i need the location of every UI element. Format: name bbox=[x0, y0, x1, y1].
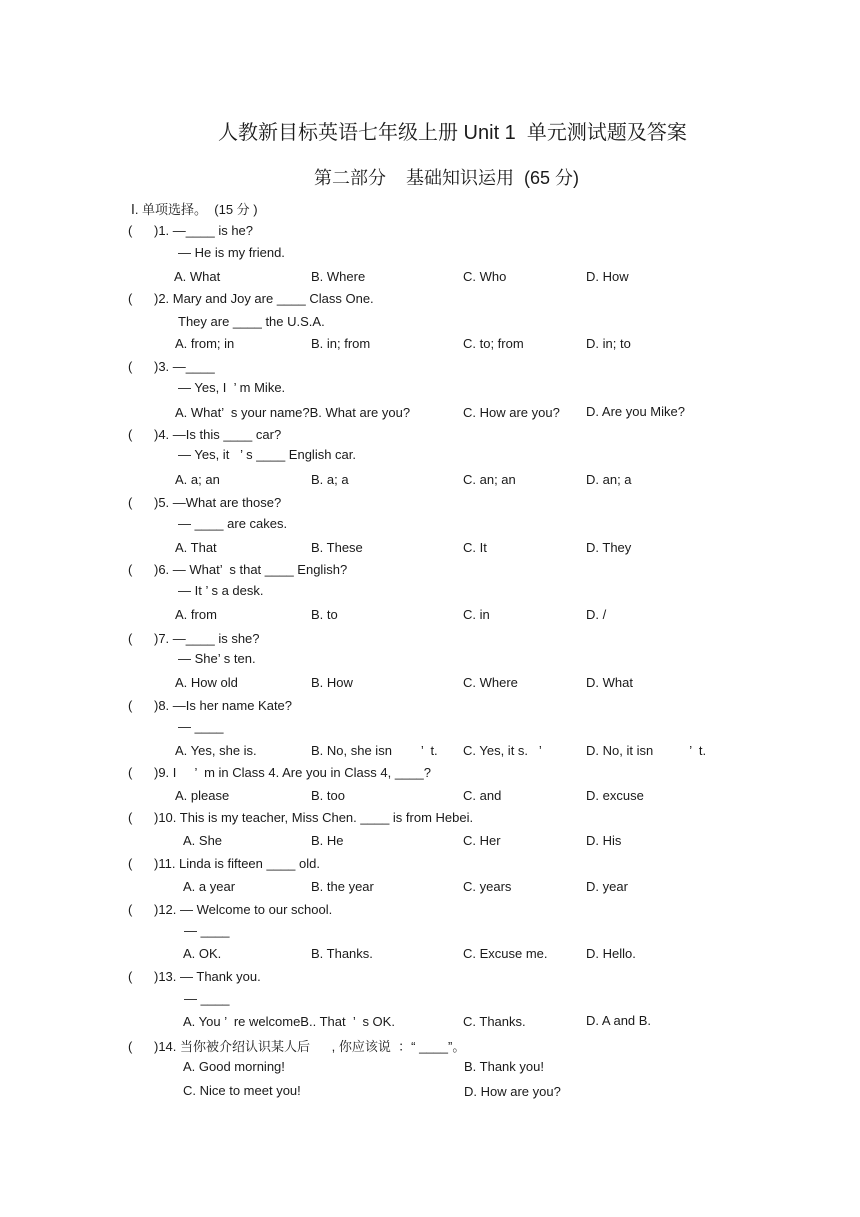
option-d: D. They bbox=[586, 540, 632, 555]
option-a: A. please bbox=[175, 788, 230, 803]
option-b: B. to bbox=[311, 607, 338, 622]
option-d: D. A and B. bbox=[586, 1013, 652, 1028]
option-b: B. the year bbox=[311, 879, 374, 894]
option-d: D. No, it isn ’ t. bbox=[586, 743, 707, 758]
option-b: B. Thank you! bbox=[464, 1059, 544, 1074]
option-a: A. a; an bbox=[175, 472, 220, 487]
option-a: A. How old bbox=[175, 675, 238, 690]
question-stem: ( )10. This is my teacher, Miss Chen. ____ is from Hebei. bbox=[128, 810, 474, 825]
option-a: A. Yes, she is. bbox=[175, 743, 257, 758]
option-b: B. a; a bbox=[311, 472, 349, 487]
option-b: B. too bbox=[311, 788, 345, 803]
part-heading: 第二部分 基础知识运用 (65 分) bbox=[314, 168, 580, 188]
option-c: C. Yes, it s. ’ bbox=[463, 743, 542, 758]
question-stem: ( )1. —____ is he? bbox=[128, 223, 254, 238]
option-b: B. Thanks. bbox=[311, 946, 373, 961]
option-d: D. in; to bbox=[586, 336, 631, 351]
option-a: A. She bbox=[183, 833, 223, 848]
section-heading: Ⅰ. 单项选择。 (15 分 ) bbox=[131, 202, 258, 217]
option-c: C. an; an bbox=[463, 472, 516, 487]
question-line: — ____ bbox=[184, 991, 230, 1006]
question-line: — He is my friend. bbox=[178, 245, 285, 260]
option-a: A. What bbox=[174, 269, 221, 284]
option-a: A. What’ s your name?B. What are you? bbox=[175, 405, 411, 420]
option-a: A. Good morning! bbox=[183, 1059, 285, 1074]
question-stem: ( )11. Linda is fifteen ____ old. bbox=[128, 856, 320, 871]
option-a: A. from; in bbox=[175, 336, 235, 351]
option-c: C. Where bbox=[463, 675, 518, 690]
question-line: — ____ bbox=[184, 923, 230, 938]
option-a: A. OK. bbox=[183, 946, 222, 961]
option-d: D. / bbox=[586, 607, 607, 622]
option-c: C. How are you? bbox=[463, 405, 560, 420]
option-d: D. What bbox=[586, 675, 633, 690]
question-line: — ____ are cakes. bbox=[178, 516, 288, 531]
question-line: — Yes, I ’ m Mike. bbox=[178, 380, 286, 395]
option-b: B. in; from bbox=[311, 336, 371, 351]
option-b: B. No, she isn ’ t. bbox=[311, 743, 438, 758]
question-line: — Yes, it ’ s ____ English car. bbox=[178, 447, 357, 462]
question-stem: ( )14. 当你被介绍认识某人后 , 你应该说 ：“ ____”。 bbox=[128, 1039, 466, 1054]
option-d: D. How are you? bbox=[464, 1084, 561, 1099]
option-d: D. Are you Mike? bbox=[586, 404, 685, 419]
option-a: A. from bbox=[175, 607, 217, 622]
option-c: C. Excuse me. bbox=[463, 946, 548, 961]
option-c: C. Nice to meet you! bbox=[183, 1083, 301, 1098]
option-d: D. How bbox=[586, 269, 629, 284]
option-a: A. That bbox=[175, 540, 217, 555]
option-b: B. Where bbox=[311, 269, 366, 284]
option-a: A. You ’ re welcomeB.. That ’ s OK. bbox=[183, 1014, 395, 1029]
question-line: — She’ s ten. bbox=[178, 651, 256, 666]
option-a: A. a year bbox=[183, 879, 236, 894]
option-c: C. to; from bbox=[463, 336, 524, 351]
option-b: B. How bbox=[311, 675, 353, 690]
option-c: C. Thanks. bbox=[463, 1014, 526, 1029]
option-d: D. year bbox=[586, 879, 628, 894]
option-b: B. He bbox=[311, 833, 344, 848]
question-stem: ( )4. —Is this ____ car? bbox=[128, 427, 282, 442]
option-d: D. excuse bbox=[586, 788, 644, 803]
question-stem: ( )7. —____ is she? bbox=[128, 631, 260, 646]
option-c: C. It bbox=[463, 540, 487, 555]
option-c: C. and bbox=[463, 788, 502, 803]
question-stem: ( )6. — What’ s that ____ English? bbox=[128, 562, 348, 577]
question-stem: ( )5. —What are those? bbox=[128, 495, 282, 510]
question-line: — ____ bbox=[178, 719, 224, 734]
question-stem: ( )3. —____ bbox=[128, 359, 215, 374]
option-c: C. years bbox=[463, 879, 512, 894]
question-line: They are ____ the U.S.A. bbox=[178, 314, 325, 329]
question-line: — It ’ s a desk. bbox=[178, 583, 264, 598]
question-stem: ( )8. —Is her name Kate? bbox=[128, 698, 293, 713]
question-stem: ( )13. — Thank you. bbox=[128, 969, 261, 984]
option-c: C. in bbox=[463, 607, 490, 622]
question-stem: ( )9. I ’ m in Class 4. Are you in Class 4, ____? bbox=[128, 765, 431, 780]
question-stem: ( )12. — Welcome to our school. bbox=[128, 902, 333, 917]
page-title: 人教新目标英语七年级上册 Unit 1 单元测试题及答案 bbox=[218, 122, 687, 144]
option-c: C. Her bbox=[463, 833, 501, 848]
option-d: D. an; a bbox=[586, 472, 632, 487]
option-b: B. These bbox=[311, 540, 363, 555]
option-d: D. Hello. bbox=[586, 946, 636, 961]
option-c: C. Who bbox=[463, 269, 507, 284]
option-d: D. His bbox=[586, 833, 622, 848]
question-stem: ( )2. Mary and Joy are ____ Class One. bbox=[128, 291, 374, 306]
